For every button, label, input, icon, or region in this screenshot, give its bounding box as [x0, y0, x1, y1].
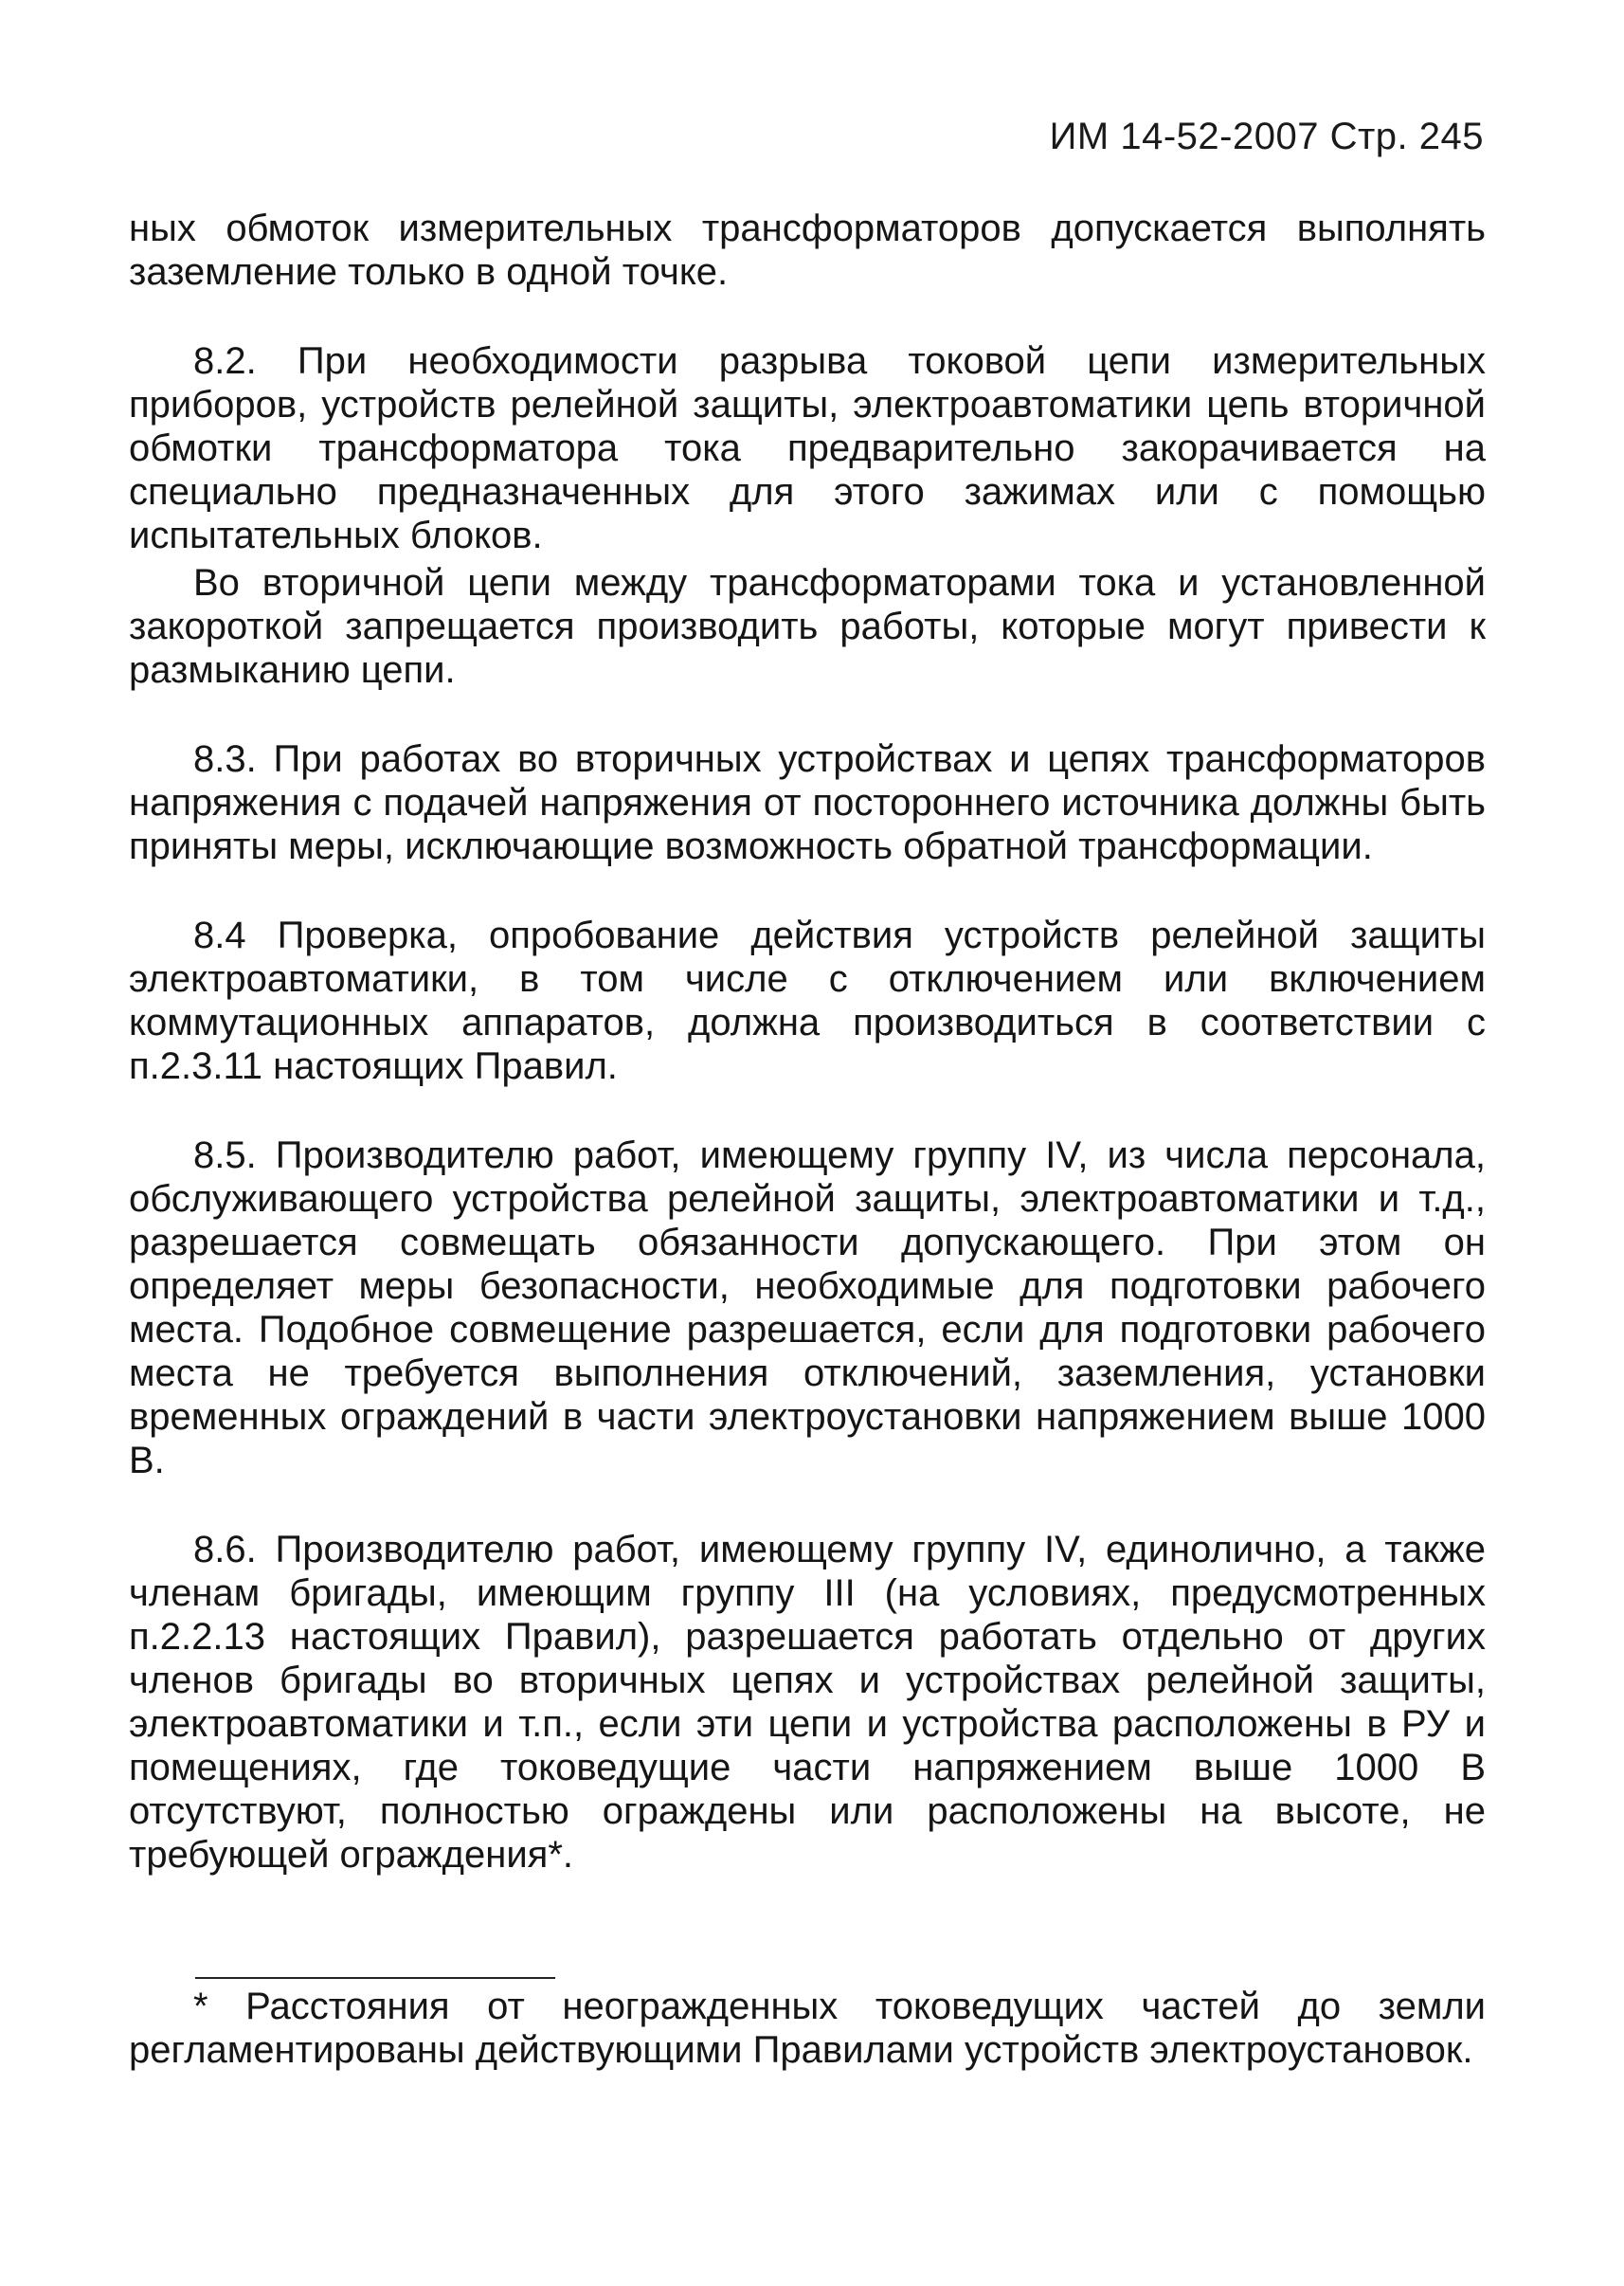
running-head: ИМ 14-52-2007 Стр. 245 — [1049, 116, 1484, 157]
paragraph-8-3: 8.3. При работах во вторичных устройствах и цепях трансформаторов напряжения с подачей напряжения от постороннего источника должны быть приняты меры, исключающие возможность обратной трансформации. — [129, 738, 1486, 867]
paragraph-8-5: 8.5. Производителю работ, имеющему группу IV, из числа персонала, обслуживающего устройства релейной защиты, электроавтоматики и т.д., разрешается совмещать обязанности допускающего. При этом он определяет меры безопасности, необходимые для подготовки рабочего места. Подобное совмещение разрешается, если для подготовки рабочего места не требуется выполнения отключений, заземления, установки временных ограждений в части электроустановки напряжением выше 1000 В. — [129, 1134, 1486, 1481]
paragraph-continuation: ных обмоток измерительных трансформаторов допускается выполнять заземление только в одной точке. — [129, 208, 1486, 293]
document-body — [129, 207, 1486, 1877]
paragraph-8-4: 8.4 Проверка, опробование действия устройств релейной защиты электроавтоматики, в том числе с отключением или включением коммутационных аппаратов, должна производиться в соответствии с п.2.3.11 настоящих Правил. — [129, 915, 1486, 1087]
footnote: * Расстояния от неогражденных токоведущих частей до земли регламентированы действующими Правилами устройств электроустановок. — [129, 1986, 1486, 2071]
paragraph-8-2-cont: Во вторичной цепи между трансформаторами тока и установленной закороткой запрещается производить работы, которые могут привести к размыканию цепи. — [129, 562, 1486, 691]
footnote-separator — [195, 1977, 555, 1979]
paragraph-8-2: 8.2. При необходимости разрыва токовой цепи измерительных приборов, устройств релейной защиты, электроавтоматики цепь вторичной обмотки трансформатора тока предварительно закорачивается на специально предназначенных для этого зажимах или с помощью испытательных блоков. — [129, 340, 1486, 556]
paragraph-8-6: 8.6. Производителю работ, имеющему группу IV, единолично, а также членам бригады, имеющим группу III (на условиях, предусмотренных п.2.2.13 настоящих Правил), разрешается работать отдельно от других членов бригады во вторичных цепях и устройствах релейной защиты, электроавтоматики и т.п., если эти цепи и устройства расположены в РУ и помещениях, где токоведущие части напряжением выше 1000 В отсутствуют, полностью ограждены или расположены на высоте, не требующей ограждения*. — [129, 1529, 1486, 1876]
